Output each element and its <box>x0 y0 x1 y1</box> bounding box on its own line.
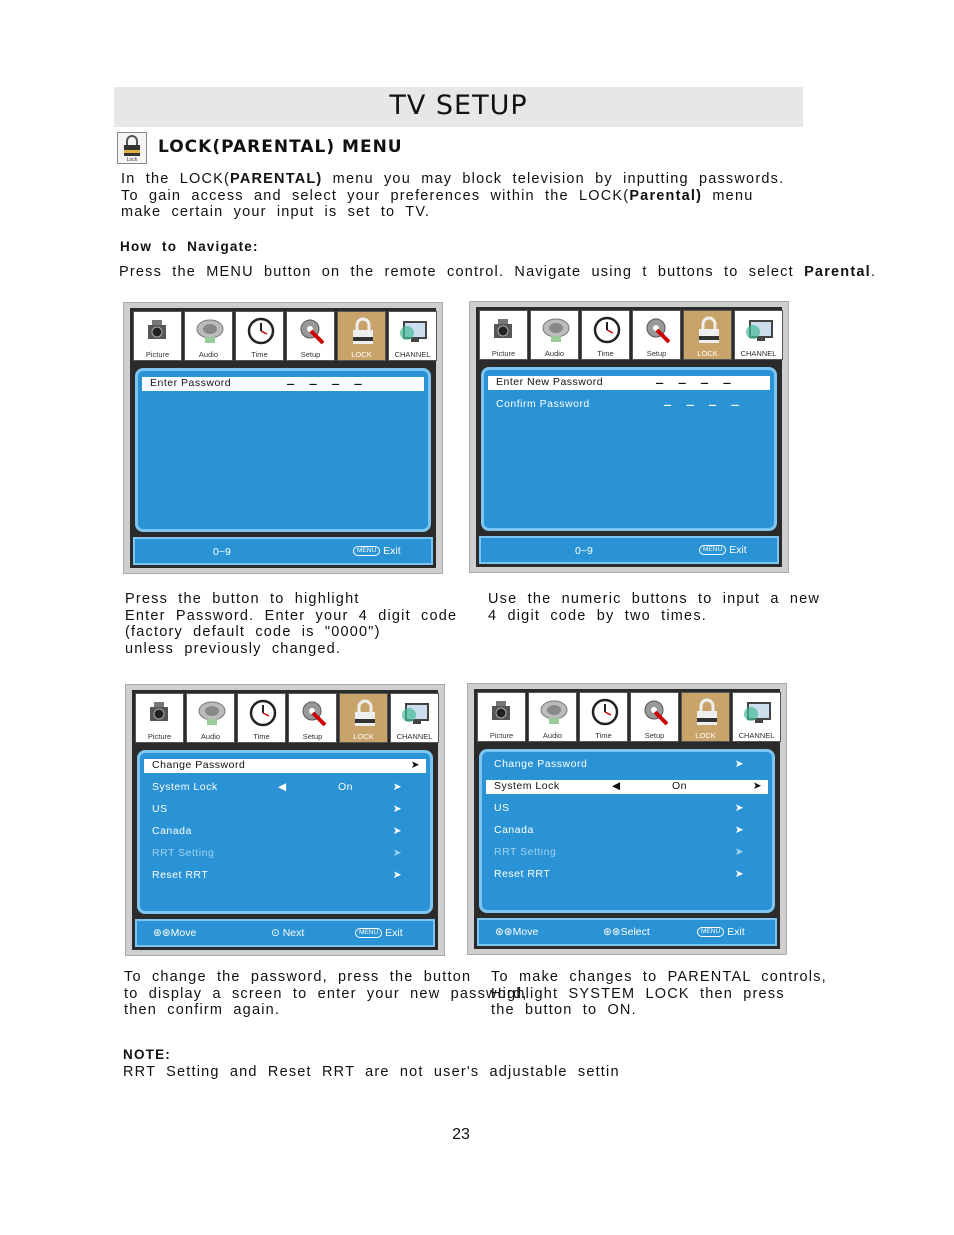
menu-row[interactable] <box>494 802 750 816</box>
parental-menu-panel <box>479 749 775 913</box>
intro-bold: PARENTAL) <box>230 171 323 187</box>
row-label: US <box>494 802 510 814</box>
row-label: US <box>152 803 168 815</box>
tab-label: CHANNEL <box>738 731 775 740</box>
caption-line: Highlight SYSTEM LOCK then press <box>491 985 785 1002</box>
tab-lock[interactable] <box>681 692 730 742</box>
exit-hint[interactable] <box>355 927 403 939</box>
row-label: Canada <box>494 824 534 836</box>
exit-hint[interactable] <box>697 926 745 938</box>
row-label: Confirm Password <box>496 398 590 410</box>
menu-button-icon: MENU <box>697 927 724 937</box>
action-label: Next <box>282 927 305 939</box>
up-down-icon: ⊛⊛ <box>495 926 513 938</box>
tab-label: Picture <box>145 350 170 359</box>
navigate-line <box>119 264 876 281</box>
tab-time[interactable] <box>237 693 286 743</box>
tv-screen-change-password <box>125 684 445 956</box>
screen-footer <box>133 537 433 565</box>
tab-lock[interactable] <box>337 311 386 361</box>
caption-line: Enter Password. Enter your 4 digit code <box>125 607 458 624</box>
tv-screen-frame <box>476 307 782 567</box>
move-label: Move <box>170 927 197 939</box>
screen-footer <box>135 919 435 947</box>
tab-setup[interactable] <box>288 693 337 743</box>
navigate-heading: How to Navigate: <box>120 239 259 254</box>
caption-2 <box>488 591 820 624</box>
menu-row[interactable] <box>494 824 750 838</box>
menu-row[interactable] <box>152 869 408 883</box>
tab-label: LOCK <box>697 349 718 358</box>
arrow-right-icon[interactable]: ➤ <box>410 759 420 771</box>
menu-row[interactable] <box>152 803 408 817</box>
tab-audio[interactable] <box>186 693 235 743</box>
tab-label: CHANNEL <box>396 732 433 741</box>
tab-time[interactable] <box>579 692 628 742</box>
caption-line: 4 digit code by two times. <box>488 607 707 624</box>
tab-label: Time <box>595 731 612 740</box>
intro-text: menu <box>702 188 754 204</box>
system-lock-value: On <box>338 781 354 793</box>
tab-label: Audio <box>198 350 219 359</box>
tab-label: CHANNEL <box>740 349 777 358</box>
row-label: Reset RRT <box>494 868 551 880</box>
action-label: Select <box>620 926 650 938</box>
tab-picture[interactable] <box>479 310 528 360</box>
footer-digits: 0~9 <box>575 545 593 557</box>
tab-label: Setup <box>646 349 667 358</box>
tab-lock[interactable] <box>339 693 388 743</box>
menu-row[interactable] <box>152 781 408 795</box>
arrow-right-icon[interactable]: ➤ <box>392 847 402 859</box>
arrow-right-icon[interactable]: ➤ <box>734 802 744 814</box>
tv-screen-frame <box>132 690 438 950</box>
arrow-left-icon[interactable]: ◀ <box>612 780 621 792</box>
menu-button-icon: MENU <box>699 545 726 555</box>
menu-tab-bar <box>479 310 783 362</box>
arrow-left-icon[interactable]: ◀ <box>278 781 287 793</box>
tab-label: LOCK <box>695 731 716 740</box>
tab-label: Audio <box>200 732 221 741</box>
intro-line-2 <box>121 188 753 205</box>
menu-row[interactable] <box>494 868 750 882</box>
intro-line-3: make certain your input is set to TV. <box>121 204 431 220</box>
password-panel <box>481 367 777 531</box>
tv-screen-system-lock <box>467 683 787 955</box>
lock-icon <box>117 132 147 164</box>
action-hint <box>603 926 650 938</box>
tab-label: Time <box>253 732 270 741</box>
page-number: 23 <box>452 1126 470 1143</box>
intro-bold: Parental) <box>629 188 703 204</box>
caption-1 <box>125 591 457 657</box>
tv-screen-frame <box>130 308 436 568</box>
password-panel <box>135 368 431 532</box>
page-title: TV SETUP <box>389 90 528 121</box>
tab-channel[interactable] <box>390 693 439 743</box>
tab-channel[interactable] <box>388 311 437 361</box>
menu-tab-bar <box>133 311 437 363</box>
confirm-password-row[interactable] <box>496 392 752 412</box>
system-lock-value: On <box>672 780 688 792</box>
row-label: Enter Password <box>150 377 232 389</box>
tab-label: CHANNEL <box>394 350 431 359</box>
password-digits: _ _ _ _ <box>664 392 743 406</box>
caption-line: unless previously changed. <box>125 640 342 657</box>
menu-row[interactable] <box>152 847 408 861</box>
exit-label: Exit <box>727 926 745 938</box>
menu-row[interactable] <box>494 846 750 860</box>
arrow-right-icon[interactable]: ➤ <box>734 868 744 880</box>
arrow-right-icon[interactable]: ➤ <box>392 869 402 881</box>
menu-tab-bar <box>477 692 781 744</box>
tab-label: Picture <box>147 732 172 741</box>
menu-button-icon: MENU <box>355 928 382 938</box>
exit-hint[interactable] <box>699 544 747 556</box>
tab-label: Picture <box>491 349 516 358</box>
new-password-row[interactable] <box>488 370 770 390</box>
footer-digits: 0~9 <box>213 546 231 558</box>
exit-label: Exit <box>383 545 401 557</box>
row-label: System Lock <box>494 780 560 792</box>
tv-screen-enter-password <box>123 302 443 574</box>
tab-label: LOCK <box>353 732 374 741</box>
exit-hint[interactable] <box>353 545 401 557</box>
intro-text: In the LOCK( <box>121 171 231 187</box>
caption-line: Use the numeric buttons to input a new <box>488 591 821 607</box>
tab-label: Setup <box>644 731 665 740</box>
navigate-text: . <box>870 264 877 280</box>
ok-icon: ⊙ <box>271 927 283 939</box>
tab-lock[interactable] <box>683 310 732 360</box>
intro-text: To gain access and select your preferences within the LOCK( <box>121 188 630 204</box>
up-down-icon: ⊛⊛ <box>153 927 171 939</box>
tv-screen-frame <box>474 689 780 949</box>
caption-line: (factory default code is "0000") <box>125 624 381 640</box>
tab-label: LOCK <box>351 350 372 359</box>
parental-menu-panel <box>137 750 433 914</box>
screen-footer <box>479 536 779 564</box>
tab-picture[interactable] <box>133 311 182 361</box>
exit-label: Exit <box>729 544 747 556</box>
arrow-right-icon[interactable]: ➤ <box>734 846 744 858</box>
caption-line: to display a screen to enter your new password, <box>124 985 528 1002</box>
tab-channel[interactable] <box>732 692 781 742</box>
move-hint <box>495 926 538 938</box>
tab-setup[interactable] <box>630 692 679 742</box>
menu-row[interactable] <box>152 825 408 839</box>
intro-text: menu you may block television by inputting passwords. <box>322 171 785 187</box>
caption-4 <box>491 969 827 1019</box>
password-digits: _ _ _ _ <box>287 371 366 385</box>
tab-setup[interactable] <box>632 310 681 360</box>
enter-password-row[interactable] <box>142 371 424 391</box>
tab-audio[interactable] <box>184 311 233 361</box>
row-label: Change Password <box>152 759 246 771</box>
caption-line: To change the password, press the button <box>124 969 472 985</box>
tab-setup[interactable] <box>286 311 335 361</box>
screen-footer <box>477 918 777 946</box>
ok-icon: ⊛⊛ <box>603 926 621 938</box>
navigate-text: Press the MENU button on the remote control. Navigate using t buttons to select <box>119 264 805 280</box>
intro-line-1 <box>121 171 784 188</box>
tab-label: Setup <box>300 350 321 359</box>
lock-icon-label: Lock <box>126 157 138 163</box>
menu-row[interactable] <box>486 780 768 794</box>
tab-label: Time <box>597 349 614 358</box>
move-label: Move <box>512 926 539 938</box>
caption-line: the button to ON. <box>491 1002 637 1018</box>
row-label: Change Password <box>494 758 588 770</box>
navigate-bold: Parental <box>804 264 871 280</box>
caption-line: To make changes to PARENTAL controls, <box>491 969 827 985</box>
note-text: RRT Setting and Reset RRT are not user's adjustable settin <box>123 1064 620 1080</box>
row-label: Reset RRT <box>152 869 209 881</box>
arrow-right-icon[interactable]: ➤ <box>734 758 744 770</box>
tab-label: Setup <box>302 732 323 741</box>
arrow-right-icon[interactable]: ➤ <box>752 780 762 792</box>
tv-screen-new-password <box>469 301 789 573</box>
title-bar <box>114 87 803 127</box>
tab-audio[interactable] <box>530 310 579 360</box>
tab-time[interactable] <box>235 311 284 361</box>
row-label: RRT Setting <box>152 847 215 859</box>
caption-3 <box>124 969 527 1019</box>
note-heading: NOTE: <box>123 1047 171 1062</box>
tab-channel[interactable] <box>734 310 783 360</box>
tab-audio[interactable] <box>528 692 577 742</box>
tab-picture[interactable] <box>135 693 184 743</box>
move-hint <box>153 927 196 939</box>
caption-line: then confirm again. <box>124 1002 281 1018</box>
row-label: System Lock <box>152 781 218 793</box>
action-hint <box>271 927 304 939</box>
tab-label: Picture <box>489 731 514 740</box>
menu-tab-bar <box>135 693 439 745</box>
menu-button-icon: MENU <box>353 546 380 556</box>
arrow-right-icon[interactable]: ➤ <box>392 781 402 793</box>
arrow-right-icon[interactable]: ➤ <box>392 825 402 837</box>
password-digits: _ _ _ _ <box>656 370 735 384</box>
tab-picture[interactable] <box>477 692 526 742</box>
row-label: RRT Setting <box>494 846 557 858</box>
tab-time[interactable] <box>581 310 630 360</box>
row-label: Canada <box>152 825 192 837</box>
caption-line: Press the button to highlight <box>125 591 360 607</box>
menu-row[interactable] <box>144 759 426 773</box>
tab-label: Audio <box>544 349 565 358</box>
menu-row[interactable] <box>494 758 750 772</box>
arrow-right-icon[interactable]: ➤ <box>392 803 402 815</box>
tab-label: Audio <box>542 731 563 740</box>
arrow-right-icon[interactable]: ➤ <box>734 824 744 836</box>
tab-label: Time <box>251 350 268 359</box>
exit-label: Exit <box>385 927 403 939</box>
row-label: Enter New Password <box>496 376 604 388</box>
section-title: LOCK(PARENTAL) MENU <box>158 137 403 157</box>
